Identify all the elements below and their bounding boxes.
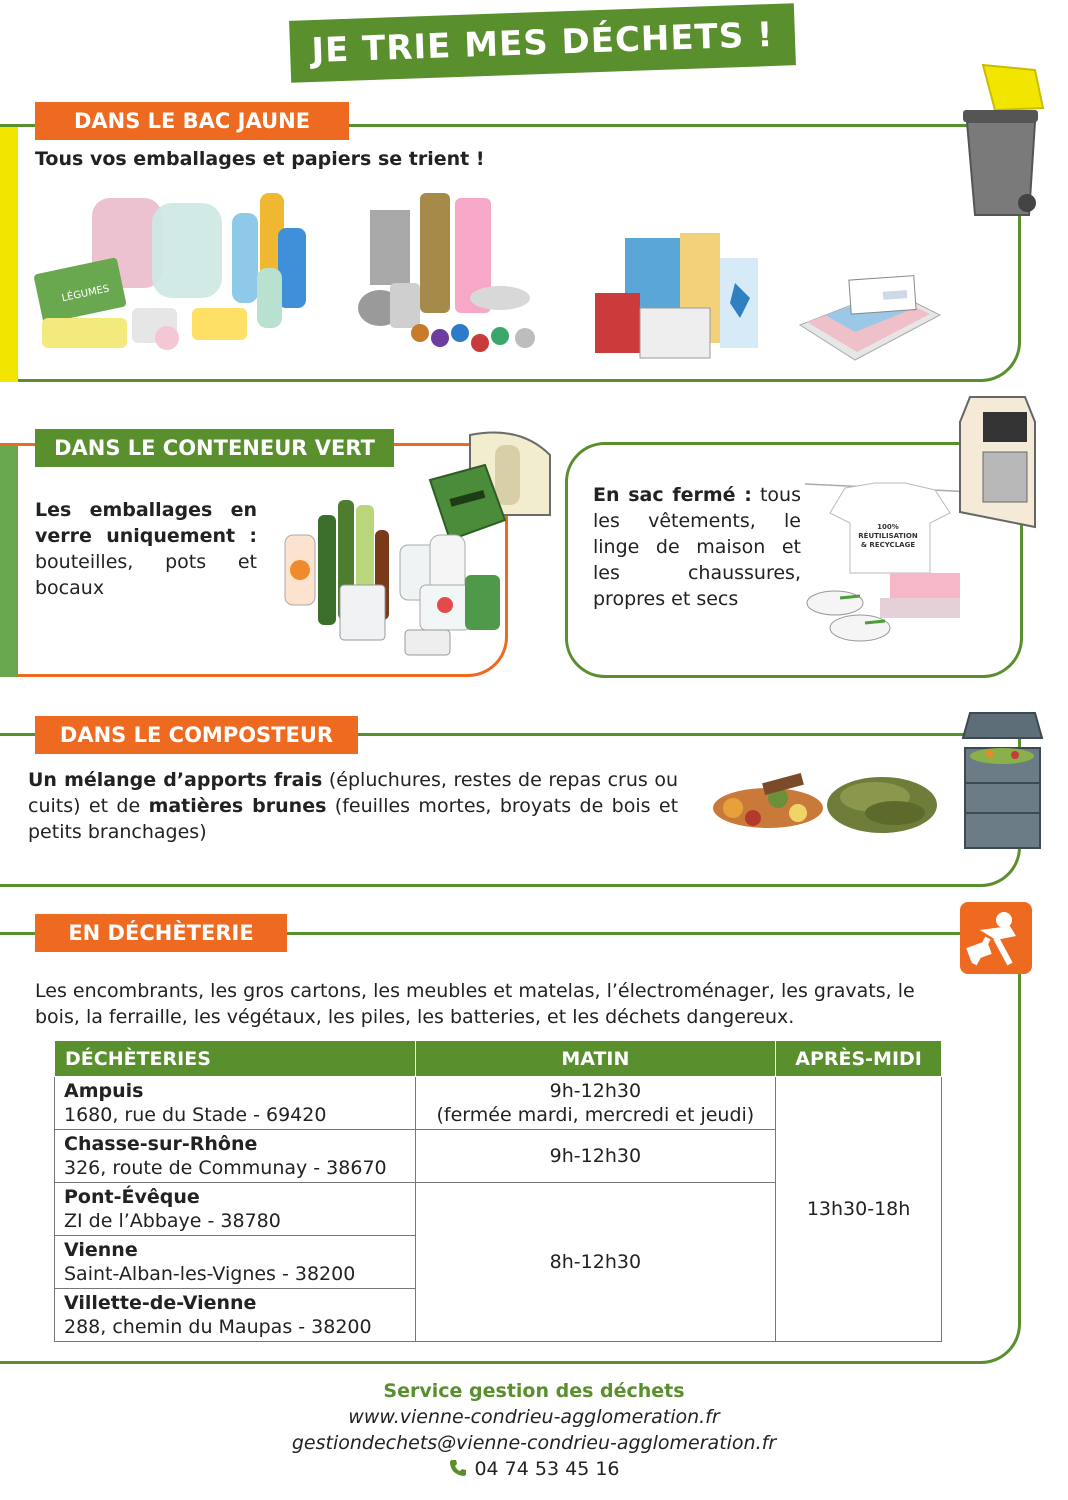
shirt-label: 100% RÉUTILISATION & RECYCLAGE xyxy=(858,523,918,549)
yellow-bar xyxy=(0,124,18,382)
compost-bold-2: matières brunes xyxy=(148,795,327,817)
footer-service: Service gestion des déchets xyxy=(383,1380,685,1402)
yellow-bin-icon xyxy=(955,60,1050,220)
compost-bold-1: Un mélange d’apports frais xyxy=(28,769,323,791)
site-address: ZI de l’Abbaye - 38780 xyxy=(64,1210,281,1232)
yellow-bin-intro: Tous vos emballages et papiers se trient ! xyxy=(35,148,485,170)
plastic-packaging-image xyxy=(32,188,312,368)
site-cell xyxy=(55,1077,416,1130)
textile-text xyxy=(593,482,801,612)
column-header-apres-midi: APRÈS-MIDI xyxy=(776,1041,942,1077)
footer-email[interactable]: gestiondechets@vienne-condrieu-agglomeration.fr xyxy=(291,1432,777,1454)
morning-note: (fermée mardi, mercredi et jeudi) xyxy=(436,1104,755,1126)
table-header-row xyxy=(55,1041,942,1077)
paper-image xyxy=(795,270,945,365)
compost-rest-1: (épluchures, restes de repas crus ou cuits) et de xyxy=(28,769,678,817)
phone-icon xyxy=(448,1458,468,1478)
site-name: Pont-Évêque xyxy=(64,1186,200,1208)
green-container-text xyxy=(35,497,257,601)
textile-text-rest: tous les vêtements, le linge de maison et les chaussures, propres et secs xyxy=(593,484,801,610)
composter-icon xyxy=(960,708,1045,853)
site-cell xyxy=(55,1130,416,1183)
section-tag-yellow-bin: DANS LE BAC JAUNE xyxy=(35,102,349,140)
section-tag-green-container: DANS LE CONTENEUR VERT xyxy=(35,429,394,467)
page-title: JE TRIE MES DÉCHETS ! xyxy=(289,3,796,83)
dechetterie-text: Les encombrants, les gros cartons, les meubles et matelas, l’électroménager, les gravats, le bois, la ferraille, les végétaux, les piles, les batteries, et les déchets dangereux. xyxy=(35,980,915,1028)
site-cell xyxy=(55,1236,416,1289)
compost-rest-2: (feuilles mortes, broyats de bois et petits branchages) xyxy=(28,795,679,843)
column-header-matin: MATIN xyxy=(415,1041,776,1077)
site-name: Ampuis xyxy=(64,1080,144,1102)
footer-phone-line xyxy=(0,1456,1068,1482)
site-address: 326, route de Communay - 38670 xyxy=(64,1157,387,1179)
compost-text xyxy=(28,767,678,845)
site-address: 1680, rue du Stade - 69420 xyxy=(64,1104,327,1126)
glass-text-bold: Les emballages en verre uniquement : xyxy=(35,499,257,547)
textile-text-bold: En sac fermé : xyxy=(593,484,752,506)
textile-image xyxy=(805,478,975,658)
site-name: Vienne xyxy=(64,1239,138,1261)
morning-cell: 8h-12h30 xyxy=(415,1183,776,1342)
brown-matter-image xyxy=(825,765,940,835)
site-cell xyxy=(55,1289,416,1342)
glass-text-rest: bouteilles, pots et bocaux xyxy=(35,551,257,599)
dechetterie-table xyxy=(54,1040,942,1342)
site-address: Saint-Alban-les-Vignes - 38200 xyxy=(64,1263,356,1285)
morning-cell xyxy=(415,1077,776,1130)
site-address: 288, chemin du Maupas - 38200 xyxy=(64,1316,372,1338)
footer-phone[interactable]: 04 74 53 45 16 xyxy=(474,1458,620,1480)
fresh-waste-image xyxy=(708,768,826,833)
section-tag-dechetterie: EN DÉCHÈTERIE xyxy=(35,914,287,952)
metal-packaging-image xyxy=(350,188,550,368)
svg-text:LÉGUMES: LÉGUMES xyxy=(60,283,111,305)
footer-website[interactable]: www.vienne-condrieu-agglomeration.fr xyxy=(348,1406,720,1428)
afternoon-cell: 13h30-18h xyxy=(776,1077,942,1342)
section-tag-compost: DANS LE COMPOSTEUR xyxy=(35,716,358,754)
green-bar xyxy=(0,445,18,677)
table-row xyxy=(55,1077,942,1130)
glass-bottles-image xyxy=(280,490,505,660)
dechetterie-icon xyxy=(960,902,1032,974)
site-name: Chasse-sur-Rhône xyxy=(64,1133,258,1155)
morning-hours: 9h-12h30 xyxy=(549,1080,642,1102)
textile-container-icon xyxy=(955,392,1040,532)
cardboard-packaging-image xyxy=(590,228,765,368)
column-header-dechetteries: DÉCHÈTERIES xyxy=(55,1041,416,1077)
morning-cell: 9h-12h30 xyxy=(415,1130,776,1183)
site-cell xyxy=(55,1183,416,1236)
site-name: Villette-de-Vienne xyxy=(64,1292,257,1314)
